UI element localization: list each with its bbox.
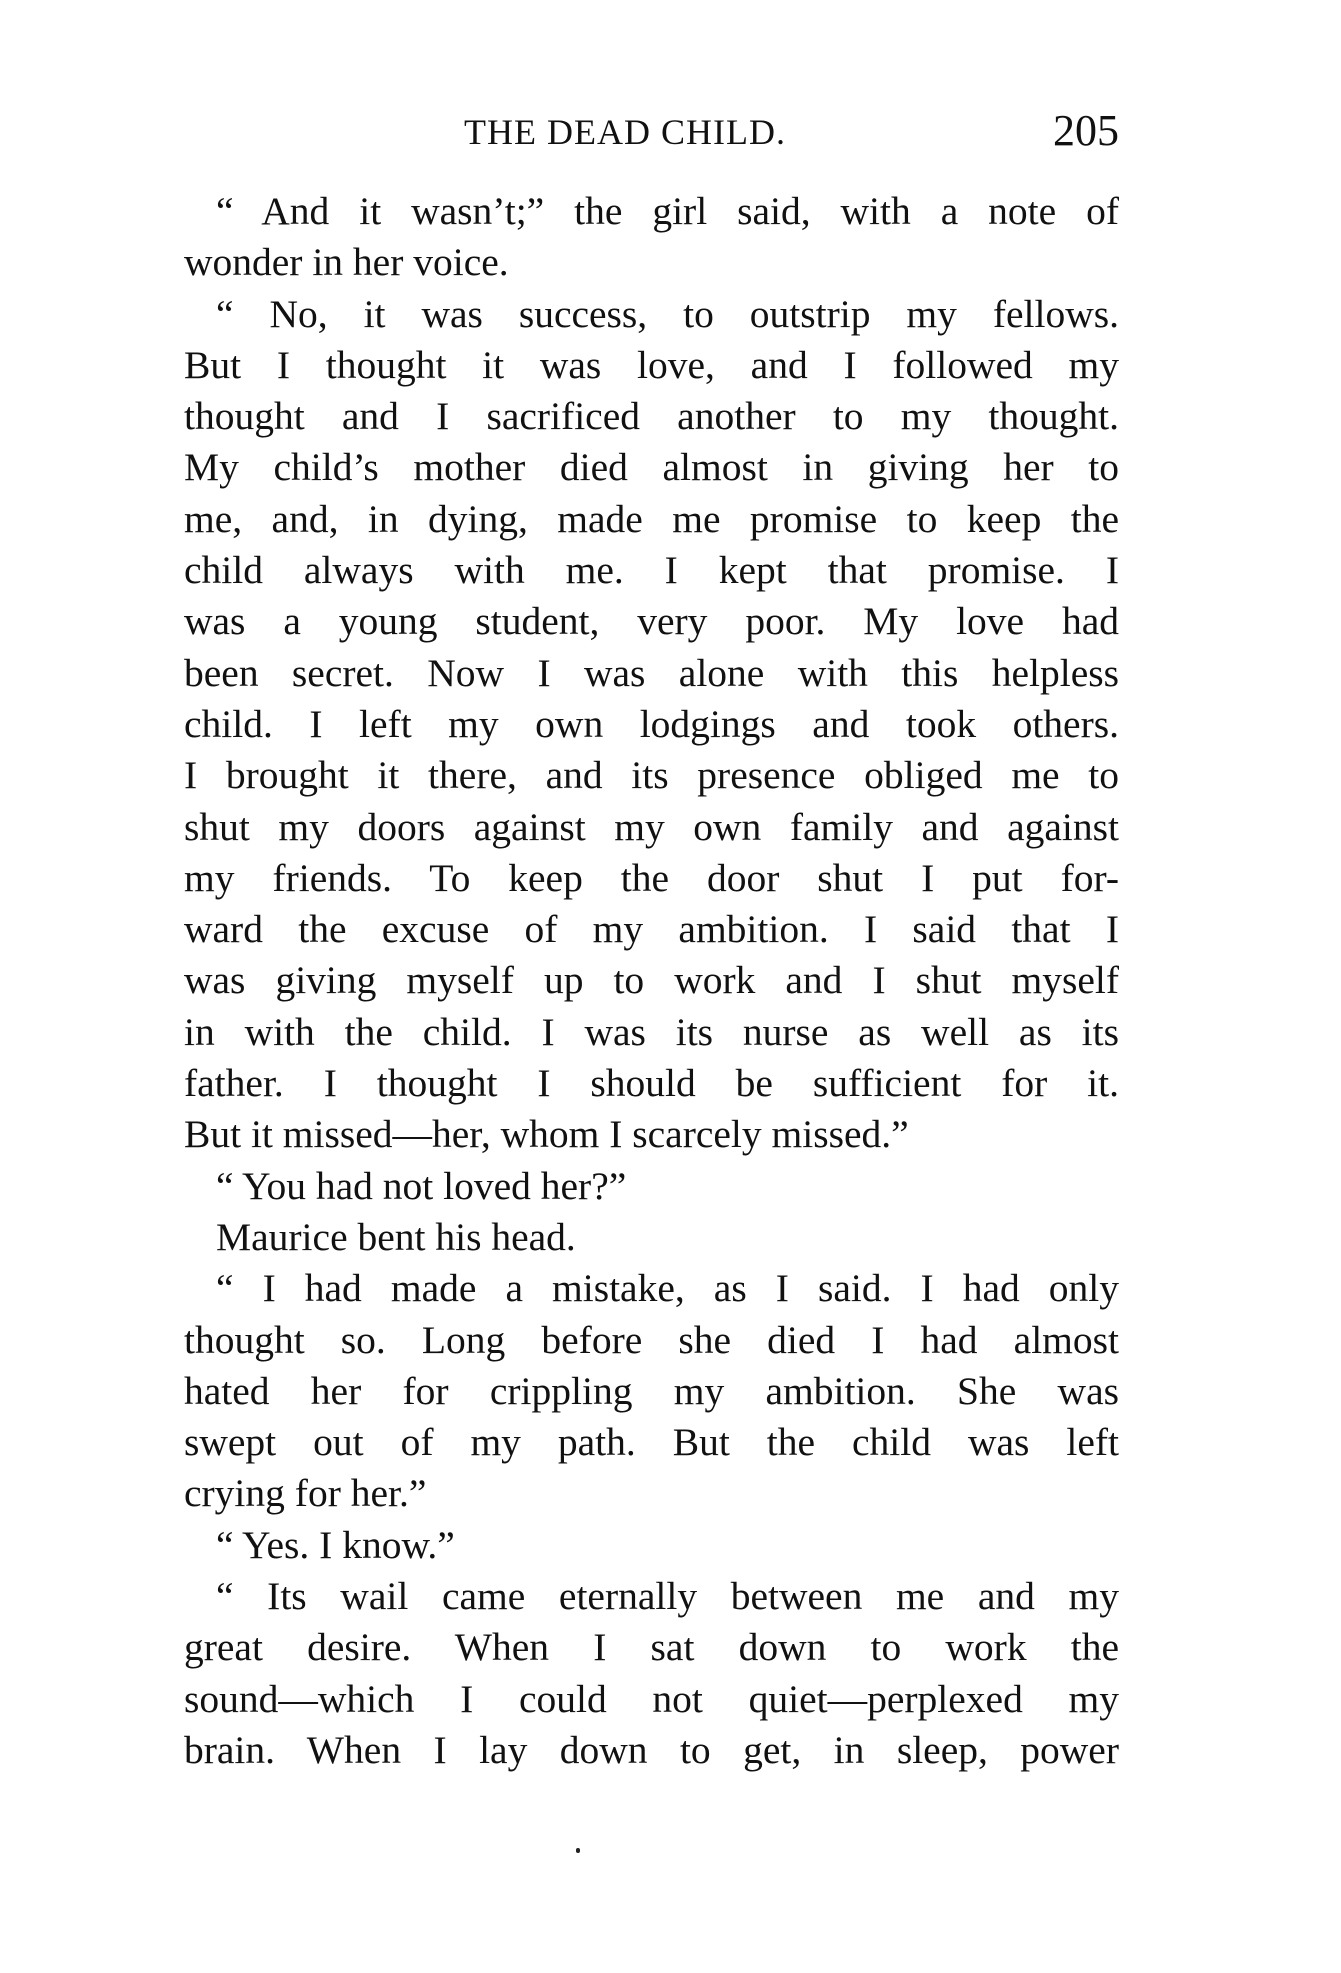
text-line: ward the excuse of my ambition. I said that I <box>184 907 1119 952</box>
text-line: My child’s mother died almost in giving her to <box>184 445 1119 490</box>
text-line: me, and, in dying, made me promise to keep the <box>184 496 1119 541</box>
text-line: “ You had not loved her?” <box>216 1163 627 1208</box>
text-line: swept out of my path. But the child was left <box>184 1420 1119 1465</box>
text-line: “ Yes. I know.” <box>216 1522 455 1567</box>
text-line: I brought it there, and its presence obliged me to <box>184 753 1119 798</box>
text-line: wonder in her voice. <box>184 240 509 285</box>
text-line: But I thought it was love, and I followed my <box>184 342 1119 387</box>
page-header <box>184 105 1119 165</box>
text-line: thought and I sacrificed another to my thought. <box>184 394 1119 439</box>
text-line: father. I thought I should be sufficient for it. <box>184 1061 1119 1106</box>
text-line: been secret. Now I was alone with this helpless <box>184 650 1119 695</box>
text-line: “ And it wasn’t;” the girl said, with a note of <box>216 189 1119 233</box>
text-line: hated her for crippling my ambition. She was <box>184 1368 1119 1413</box>
text-line: sound—which I could not quiet—perplexed my <box>184 1676 1119 1721</box>
text-line: brain. When I lay down to get, in sleep, power <box>184 1727 1119 1772</box>
text-line: “ No, it was success, to outstrip my fellows. <box>216 291 1119 336</box>
running-title: THE DEAD CHILD. <box>464 112 786 152</box>
text-line: was a young student, very poor. My love had <box>184 599 1119 644</box>
body-text <box>184 186 1119 1776</box>
ink-speck <box>576 1848 580 1853</box>
text-line: Maurice bent his head. <box>216 1214 576 1259</box>
text-line: But it missed—her, whom I scarcely missed.” <box>184 1112 909 1157</box>
page-number: 205 <box>1053 106 1119 155</box>
text-line: crying for her.” <box>184 1471 427 1516</box>
text-line: child. I left my own lodgings and took others. <box>184 701 1119 746</box>
text-line: in with the child. I was its nurse as well as its <box>184 1009 1119 1054</box>
text-line: thought so. Long before she died I had almost <box>184 1317 1119 1362</box>
text-line: was giving myself up to work and I shut myself <box>184 958 1119 1003</box>
text-line: “ I had made a mistake, as I said. I had only <box>216 1266 1119 1311</box>
text-line: my friends. To keep the door shut I put for- <box>184 855 1119 900</box>
text-line: shut my doors against my own family and against <box>184 804 1119 849</box>
text-line: great desire. When I sat down to work the <box>184 1625 1119 1670</box>
text-line: child always with me. I kept that promise. I <box>184 548 1119 593</box>
text-line: “ Its wail came eternally between me and my <box>216 1574 1119 1619</box>
